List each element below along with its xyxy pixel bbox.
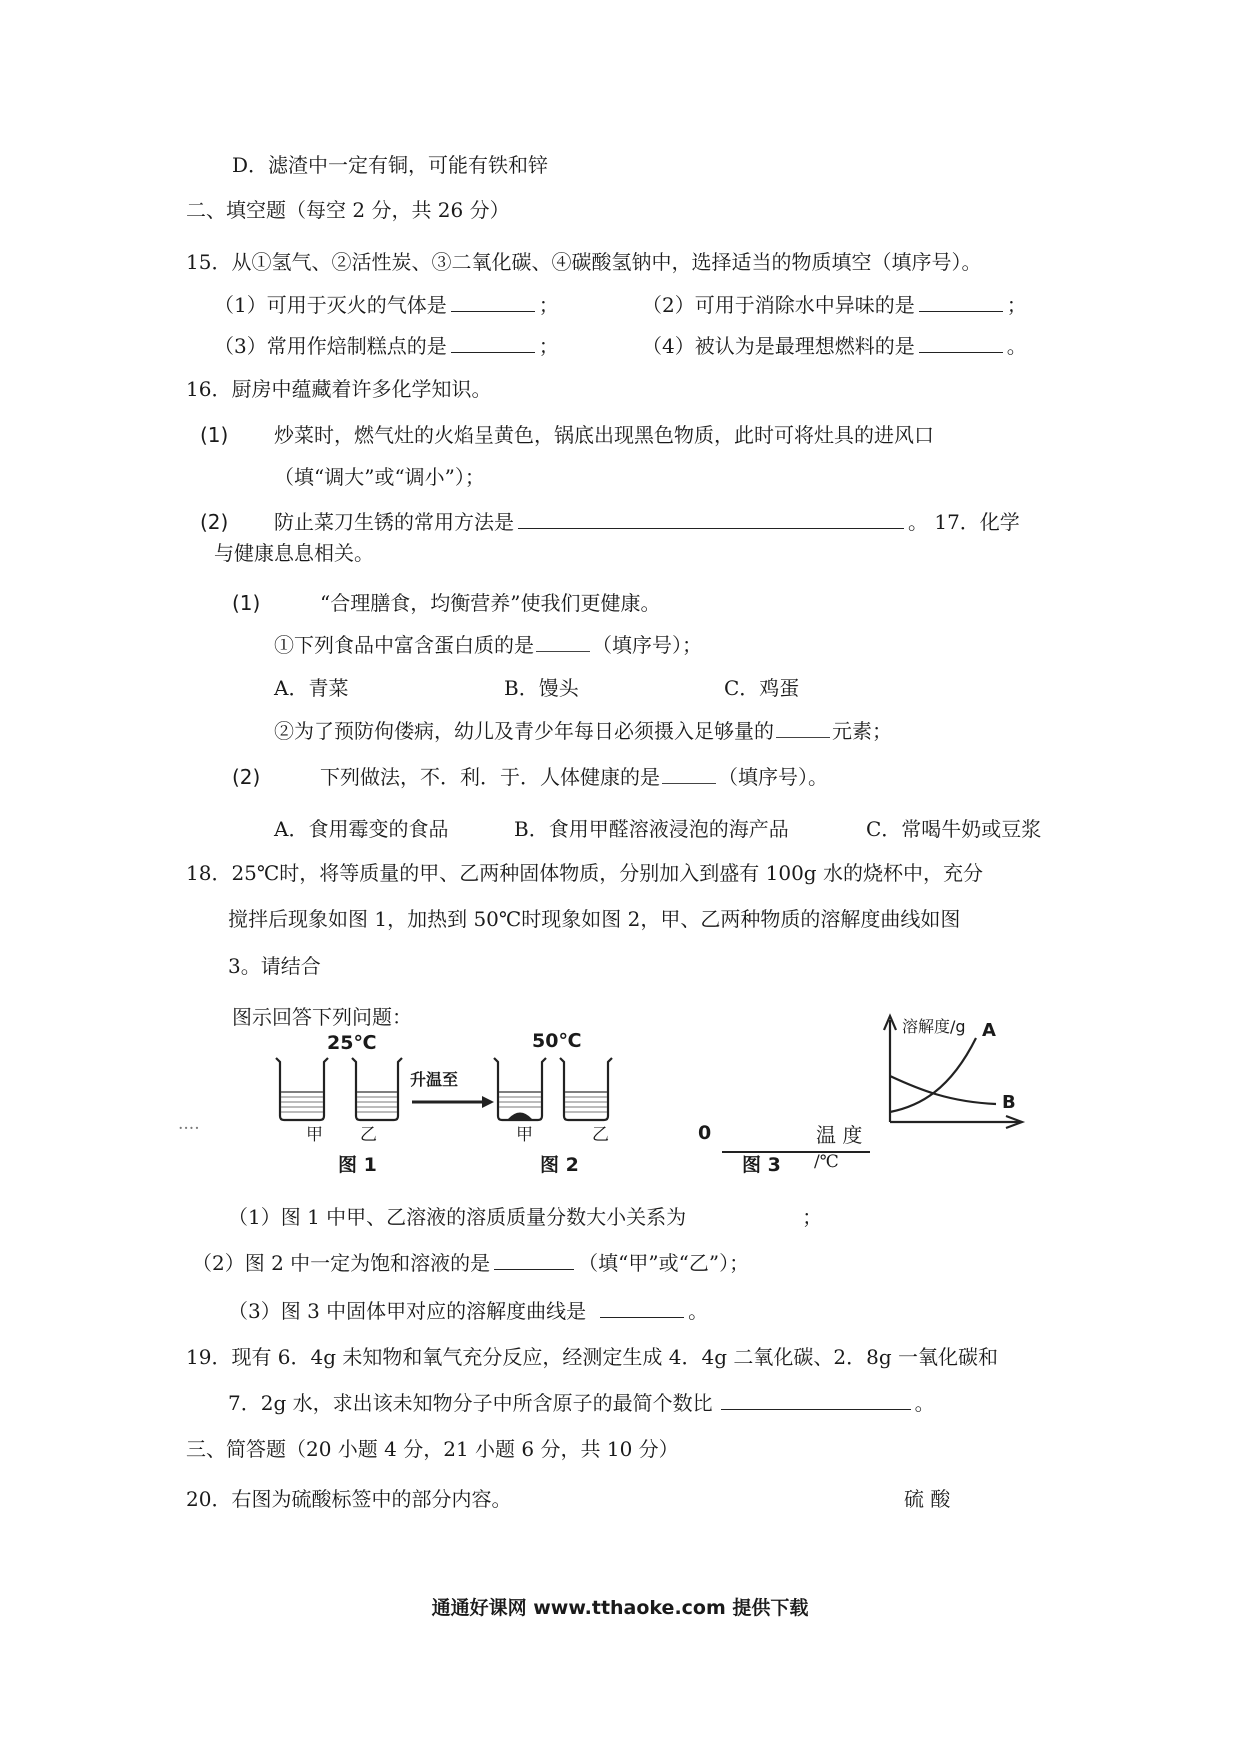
curve-b [890, 1076, 996, 1104]
section-2-heading: 二、填空题（每空 2 分，共 26 分） [186, 198, 510, 222]
q18-line3: 3。请结合 [228, 954, 321, 978]
q17-sub2-text: ②为了预防佝偻病，幼儿及青少年每日必须摄入足够量的 [274, 719, 774, 743]
q17-part1: “合理膳食，均衡营养”使我们更健康。 [320, 591, 661, 615]
q15-part2-semicolon: ； [1006, 293, 1027, 317]
fig2-beaker-jia [494, 1058, 546, 1120]
q16-part2-end: 。 17．化学 [908, 510, 1020, 534]
q17-option-a: A．青菜 [274, 676, 349, 700]
q16-part2-continuation: 与健康息息相关。 [214, 541, 374, 565]
q18-sub2-end: （填“甲”或“乙”）； [578, 1251, 750, 1275]
q15-part3-text: （3）常用作焙制糕点的是 [214, 334, 447, 358]
curve-a-label: A [982, 1020, 996, 1041]
fig2-caption: 图 2 [540, 1154, 579, 1176]
q18-sub1-end: ； [802, 1205, 823, 1229]
q15-part2-text: （2）可用于消除水中异味的是 [642, 293, 915, 317]
q17-part2-blank[interactable] [662, 765, 716, 784]
q17-option-c: C．鸡蛋 [724, 676, 800, 700]
q19-line1: 19．现有 6．4g 未知物和氧气充分反应，经测定生成 4．4g 二氧化碳、2．8g 一氧化碳和 [186, 1345, 998, 1369]
q15-part3-semicolon: ； [538, 334, 559, 358]
fig3-caption: 图 3 [742, 1154, 781, 1176]
fig1-beaker-jia [276, 1058, 328, 1120]
q19-blank[interactable] [721, 1391, 911, 1410]
q17-sub2 [274, 718, 892, 744]
q16-num1: (1) [200, 423, 229, 447]
y-axis-label: 溶解度/g [902, 1017, 966, 1036]
q17-num2: (2) [232, 765, 261, 789]
q18-sub3-text: （3）图 3 中固体甲对应的溶解度曲线是 [228, 1299, 587, 1323]
q17-sub2-blank[interactable] [776, 719, 830, 738]
q16-stem: 16．厨房中蕴藏着许多化学知识。 [186, 377, 492, 401]
q15-part2-blank[interactable] [919, 293, 1003, 312]
q17-part2-end: （填序号）。 [718, 765, 828, 789]
q18-sub3 [228, 1298, 708, 1324]
q18-sub2-blank[interactable] [494, 1251, 574, 1270]
fig1-caption: 图 1 [338, 1154, 377, 1176]
q16-part2 [274, 509, 1020, 535]
fig2-beaker-yi [560, 1058, 612, 1120]
curve-b-label: B [1002, 1092, 1016, 1113]
q19-line2-text: 7．2g 水，求出该未知物分子中所含原子的最简个数比 [228, 1391, 713, 1415]
q17-sub1-blank[interactable] [536, 633, 590, 652]
fig2-label-jia: 甲 [516, 1125, 533, 1145]
q20-label-title: 硫 酸 [904, 1487, 951, 1511]
fig3-x-unit: /℃ [814, 1152, 839, 1172]
fig1-temperature: 25℃ [327, 1032, 377, 1054]
q14-option-d: D．滤渣中一定有铜，可能有铁和锌 [232, 153, 549, 177]
q18-sub3-blank[interactable] [600, 1299, 684, 1318]
q16-part2-blank[interactable] [518, 510, 904, 529]
fig3-x-label: 温 度 [816, 1123, 863, 1147]
q16-part1-line1: 炒菜时，燃气灶的火焰呈黄色，锅底出现黑色物质，此时可将灶具的进风口 [274, 423, 934, 447]
q20-stem: 20．右图为硫酸标签中的部分内容。 [186, 1487, 512, 1511]
q15-part4-blank[interactable] [919, 334, 1003, 353]
q16-part2-text: 防止菜刀生锈的常用方法是 [274, 510, 514, 534]
q17-sub2-end: 元素； [832, 719, 892, 743]
q17-part2-option-a: A．食用霉变的食品 [274, 817, 449, 841]
q18-line1: 18．25℃时，将等质量的甲、乙两种固体物质，分别加入到盛有 100g 水的烧杯中，充分 [186, 861, 983, 885]
fig1-label-yi: 乙 [360, 1125, 377, 1145]
q19-line2-end: 。 [914, 1391, 935, 1415]
q15-part4-text: （4）被认为是最理想燃料的是 [642, 334, 915, 358]
q17-part2 [320, 764, 828, 790]
section-3-heading: 三、简答题（20 小题 4 分，21 小题 6 分，共 10 分） [186, 1437, 679, 1461]
q15-part3-blank[interactable] [451, 334, 535, 353]
q18-sub2-text: （2）图 2 中一定为饱和溶液的是 [192, 1251, 491, 1275]
q17-sub1-text: ①下列食品中富含蛋白质的是 [274, 633, 534, 657]
q15-stem: 15．从①氢气、②活性炭、③二氧化碳、④碳酸氢钠中，选择适当的物质填空（填序号）。 [186, 250, 982, 274]
q18-sub1 [228, 1204, 822, 1230]
fig2-label-yi: 乙 [592, 1125, 609, 1145]
footer-download-notice: 通通好课网 www.tthaoke.com 提供下载 [431, 1597, 809, 1619]
q17-sub1 [274, 632, 702, 658]
q15-part1 [214, 292, 559, 318]
q18-line4: 图示回答下列问题： [232, 1005, 412, 1029]
q17-part2-option-c: C．常喝牛奶或豆浆 [866, 817, 1042, 841]
q16-num2: (2) [200, 510, 229, 534]
arrow-label: 升温至 [410, 1070, 459, 1089]
fig2-temperature: 50℃ [532, 1030, 582, 1052]
fig1-label-jia: 甲 [306, 1125, 323, 1145]
q17-part2-text: 下列做法，不．利．于．人体健康的是 [320, 765, 660, 789]
q17-num1: (1) [232, 591, 261, 615]
fig3-origin: 0 [698, 1122, 712, 1144]
q15-part2 [642, 292, 1027, 318]
q17-part2-option-b: B．食用甲醛溶液浸泡的海产品 [514, 817, 789, 841]
q18-sub1-text: （1）图 1 中甲、乙溶液的溶质质量分数大小关系为 [228, 1205, 687, 1229]
q18-sub3-end: 。 [688, 1299, 709, 1323]
beakers-illustration [180, 1050, 640, 1130]
q18-sub2 [192, 1250, 749, 1276]
undissolved-solid [508, 1113, 532, 1120]
q15-part4-period: 。 [1006, 334, 1027, 358]
q18-line2: 搅拌后现象如图 1，加热到 50℃时现象如图 2，甲、乙两种物质的溶解度曲线如图 [228, 907, 961, 931]
q17-option-b: B．馒头 [504, 676, 579, 700]
heating-arrow [412, 1096, 494, 1108]
q17-sub1-end: （填序号）； [592, 633, 702, 657]
q16-part1-line2: （填“调大”或“调小”）； [274, 465, 485, 489]
q15-part1-blank[interactable] [451, 293, 535, 312]
q15-part1-text: （1）可用于灭火的气体是 [214, 293, 447, 317]
margin-dots: .... [178, 1114, 200, 1134]
q15-part3 [214, 333, 559, 359]
q19-line2 [228, 1390, 935, 1416]
fig1-beaker-yi [352, 1058, 402, 1120]
q15-part4 [642, 333, 1027, 359]
q15-part1-semicolon: ； [538, 293, 559, 317]
